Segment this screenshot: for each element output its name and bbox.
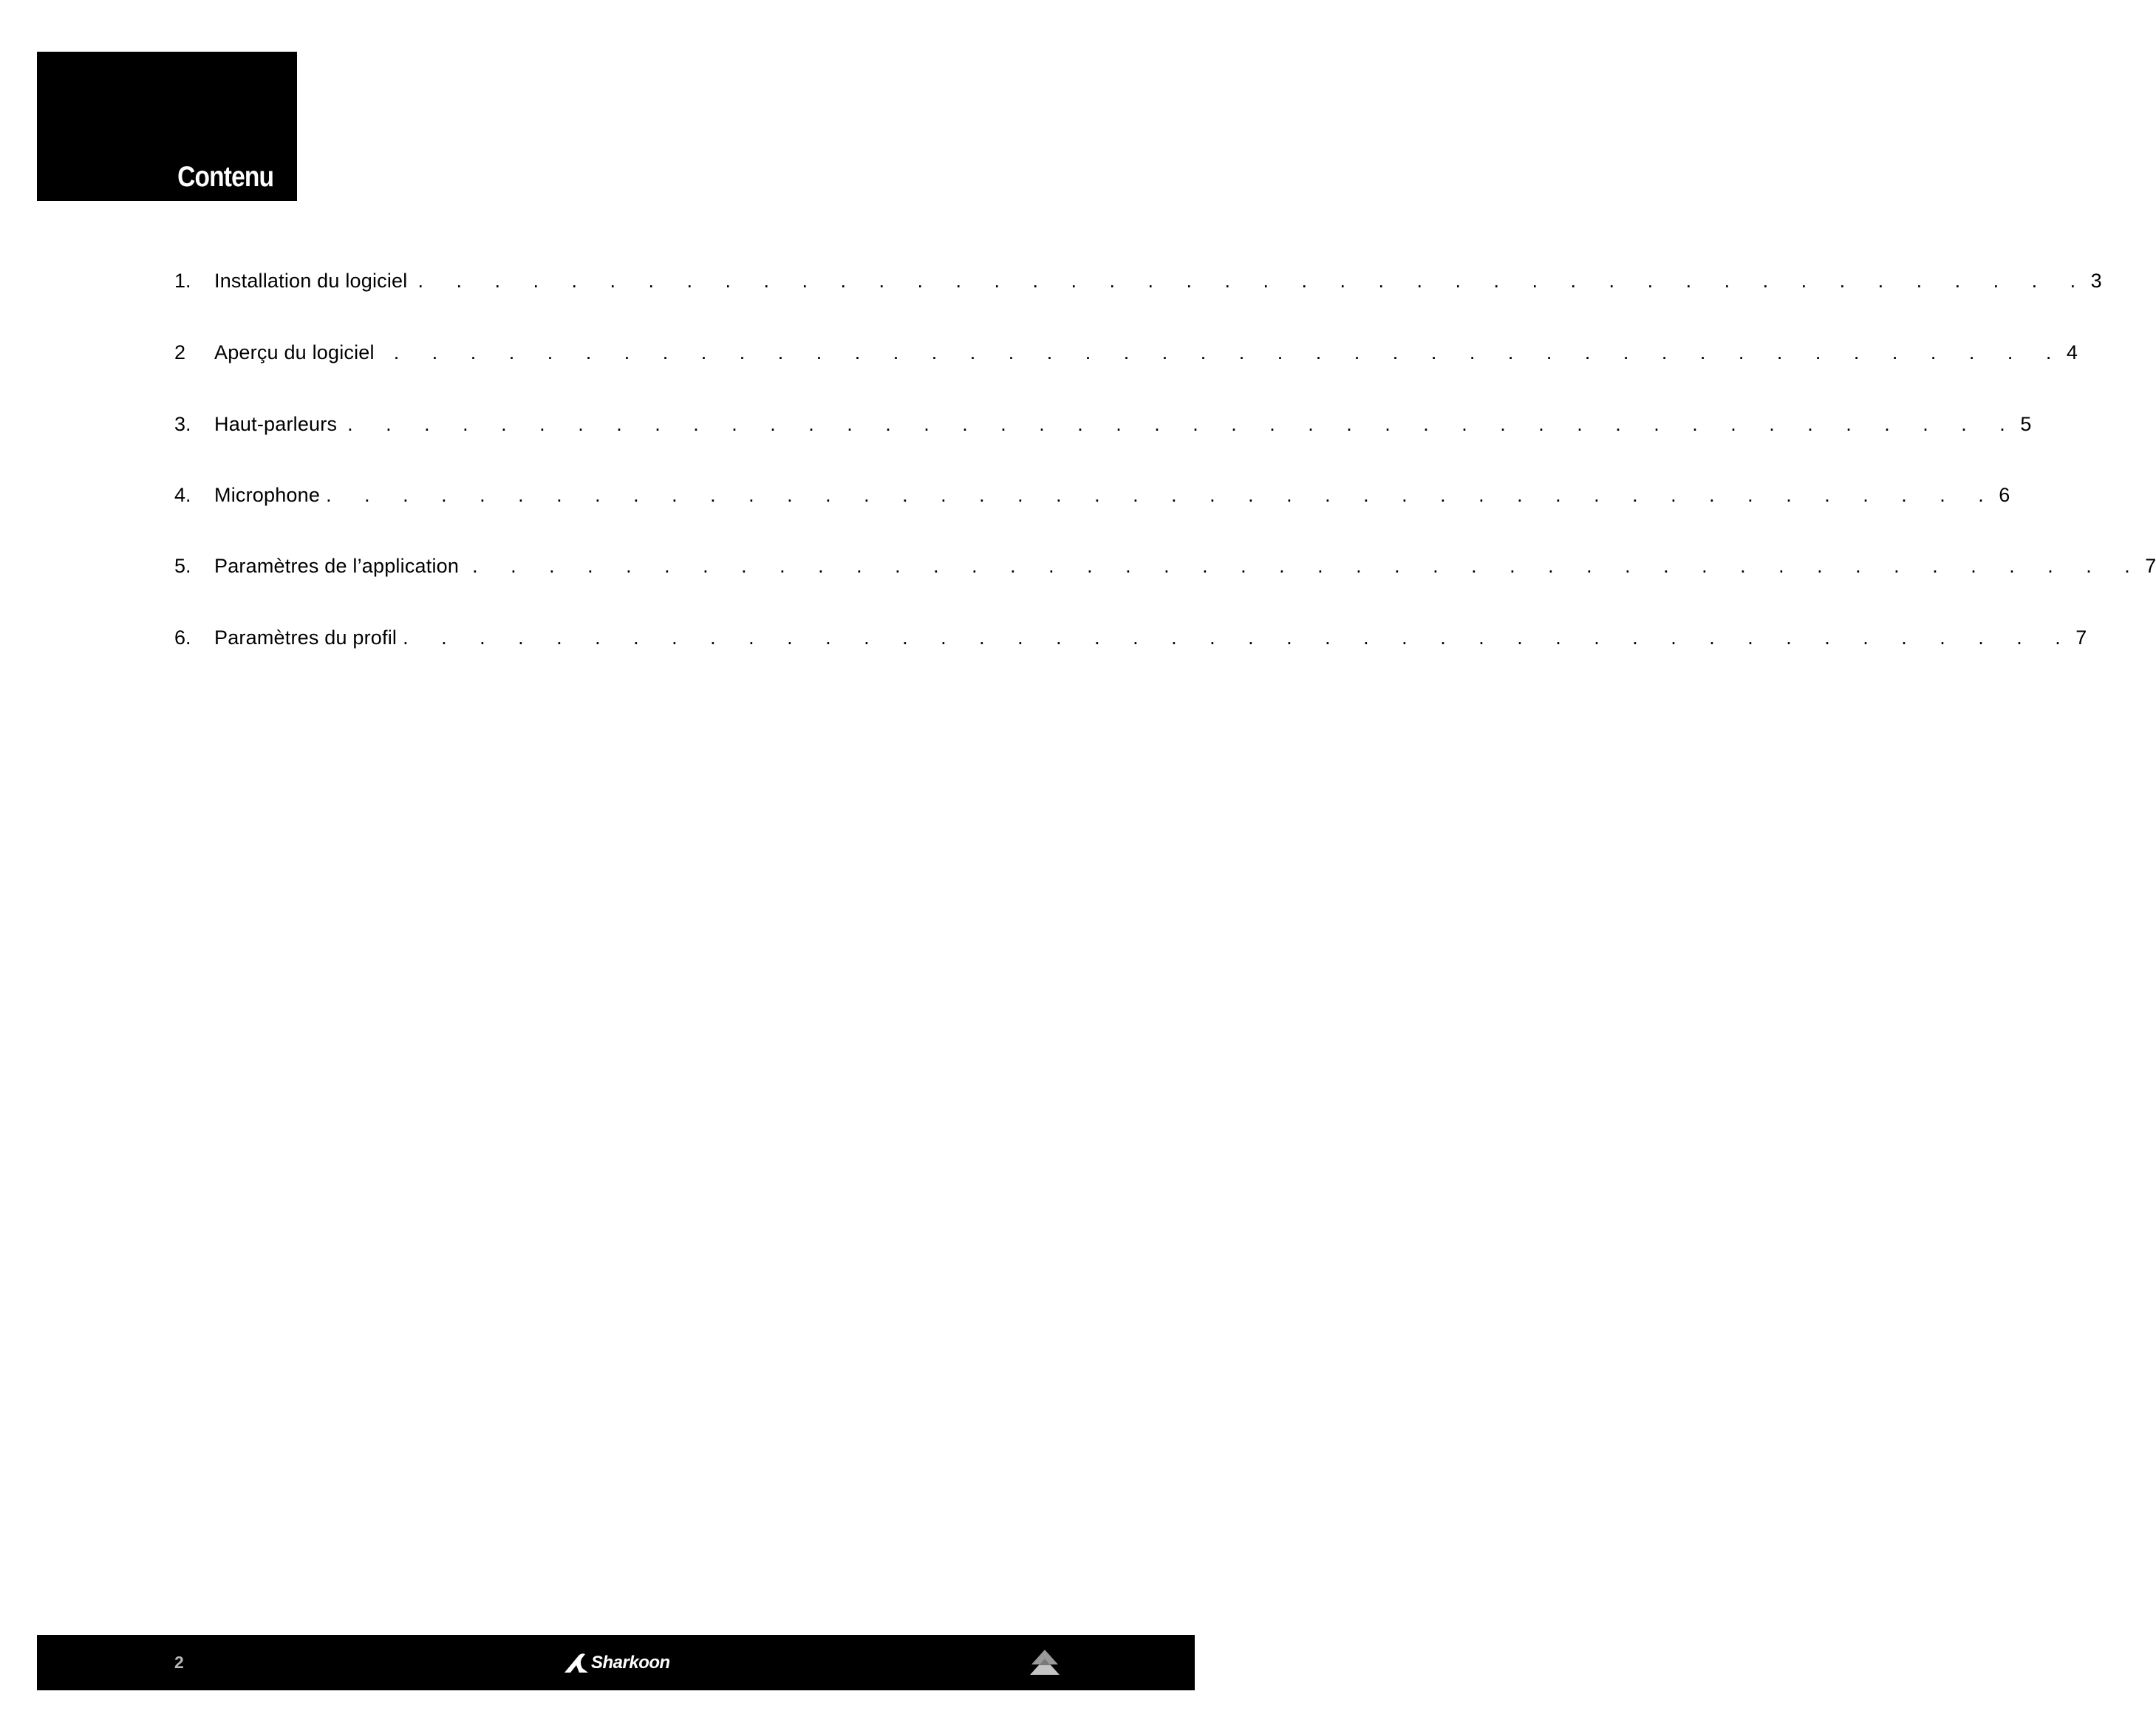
toc-entry[interactable] — [174, 480, 2010, 510]
toc-entry[interactable] — [174, 409, 2032, 439]
toc-entry-number: 2 — [174, 341, 186, 363]
toc-entry[interactable] — [174, 623, 2087, 652]
toc-entry[interactable] — [174, 338, 2078, 367]
toc-entry-number: 3. — [174, 413, 191, 435]
brand-logo — [563, 1650, 670, 1676]
shark-fin-icon — [563, 1652, 590, 1674]
toc-entry-label: Haut-parleurs — [214, 413, 338, 435]
toc-leader-dots: . . . . . . . . . . . . . . . . . . . . . . . . . . . . . . . . . . . . . . . . . . . . — [472, 555, 2144, 577]
toc-entry[interactable] — [174, 266, 2102, 296]
page-title: Contenu — [177, 161, 273, 193]
toc-leader-dots: . . . . . . . . . . . . . . . . . . . . . . . . . . . . . . . . . . . . . . . . . . . . — [417, 270, 2090, 292]
toc-entry-label: Installation du logiciel — [214, 270, 408, 292]
toc-entry[interactable] — [174, 551, 2156, 581]
toc-entry-page: 7 — [2145, 555, 2156, 577]
page-number: 2 — [174, 1653, 184, 1672]
toc-entry-label: Paramètres de l’application — [214, 555, 460, 577]
toc-leader-dots: . . . . . . . . . . . . . . . . . . . . . . . . . . . . . . . . . . . . . . . . . . . . — [347, 413, 2019, 435]
toc-entry-label: Paramètres du profil — [214, 626, 398, 649]
toc-entry-page: 5 — [2020, 413, 2032, 435]
toc-entry-number: 1. — [174, 270, 191, 292]
toc-leader-dots: . . . . . . . . . . . . . . . . . . . . . . . . . . . . . . . . . . . . . . . . . . . . — [403, 626, 2075, 649]
title-block — [37, 52, 297, 201]
toc-entry-number: 5. — [174, 555, 191, 577]
toc-entry-page: 6 — [1999, 484, 2010, 506]
toc-leader-dots: . . . . . . . . . . . . . . . . . . . . . . . . . . . . . . . . . . . . . . . . . . . . — [393, 341, 2065, 363]
toc-entry-number: 6. — [174, 626, 191, 649]
toc-entry-number: 4. — [174, 484, 191, 506]
toc-entry-page: 3 — [2090, 270, 2102, 292]
toc-entry-page: 4 — [2066, 341, 2078, 363]
toc-entry-page: 7 — [2075, 626, 2087, 649]
toc-entry-label: Microphone — [214, 484, 321, 506]
footer-bar — [37, 1635, 1195, 1690]
toc-entry-label: Aperçu du logiciel — [214, 341, 375, 363]
up-triangle-icon[interactable] — [1028, 1648, 1061, 1678]
brand-name: Sharkoon — [591, 1653, 670, 1673]
toc-leader-dots: . . . . . . . . . . . . . . . . . . . . . . . . . . . . . . . . . . . . . . . . . . . . — [326, 484, 1998, 506]
